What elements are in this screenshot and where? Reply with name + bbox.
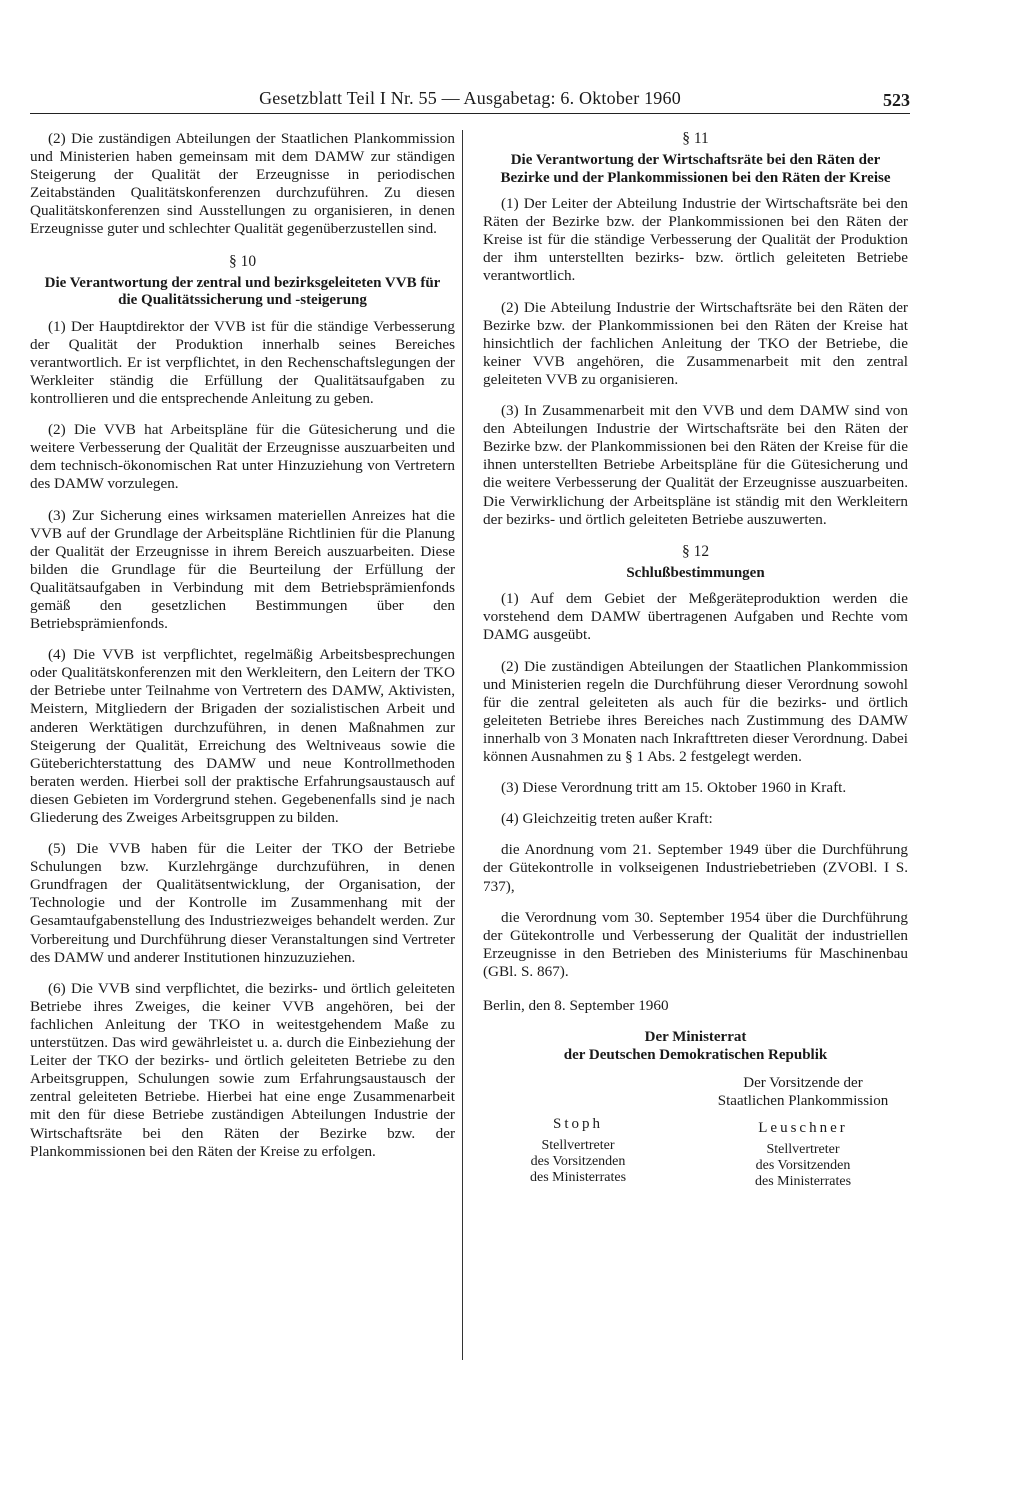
section-11-number: § 11 <box>682 130 709 147</box>
paragraph-11-2: (2) Die Abteilung Industrie der Wirtschaftsräte bei den Räten der Bezirke bzw. der Plankommissionen bei den Räten der Kreise hat hinsichtlich der fachlichen Anleitung der TKO der Betriebe, die keiner VVB angehören, die Zusammenarbeit mit den zentral geleiteten VVB zu organisieren. <box>483 298 908 388</box>
signatory-title-right-1: Stellvertreter <box>766 1142 840 1158</box>
section-12-title: Schlußbestimmungen <box>626 564 765 581</box>
header-rule <box>30 113 910 114</box>
signatory-title-left-1: Stellvertreter <box>541 1138 615 1154</box>
section-12-number: § 12 <box>681 542 710 560</box>
paragraph-11-3: (3) In Zusammenarbeit mit den VVB und dem DAMW sind von den Abteilungen Industrie der Wirtschaftsräte bei den Räten der Bezirke bzw. der Plankommissionen bei den Räten der Kreise für die ihnen unterstellten Betriebe Arbeitspläne für die Gütesicherung und die weitere Verbesserung der Qualität der Erzeugnisse auszuarbeiten. Die Verwirklichung der Arbeitspläne ist ständig mit den Werkleitern der bezirks- und örtlich geleiteten Betriebe auszuwerten. <box>483 402 908 528</box>
date-place-line: Berlin, den 8. September 1960 <box>483 996 669 1014</box>
paragraph-9-2: (2) Die zuständigen Abteilungen der Staatlichen Plankommission und Ministerien haben gemeinsam mit dem DAMW zur ständigen Steigerung der Qualität der Erzeugnisse in periodischen Zeitabständen Qualitätskonferenzen durchzuführen. Zu diesen Qualitätskonferenzen sind Ausstellungen zu organisieren, in denen Erzeugnisse guter und schlechter Qualität gegenüberzustellen sind. <box>30 130 455 238</box>
signatory-role-right <box>693 1074 913 1110</box>
signing-body-line-1: Der Ministerrat <box>644 1029 747 1046</box>
signatory-title-right-2: des Vorsitzenden <box>755 1158 851 1174</box>
paragraph-10-4: (4) Die VVB ist verpflichtet, regelmäßig Arbeitsbesprechungen oder Qualitätskonferenzen mit den Werkleitern, den Leitern der TKO der Betriebe unter Teilnahme von Vertretern des DAMW, Aktivisten, Meistern, Mitgliedern der Brigaden der sozialistischen Arbeit und anderen Werktätigen durchzuführen, in denen Maßnahmen zur Steigerung der Qualität, Erreichung des Weltniveaus sowie die Güteberichterstattung des DAMW und neue Kontrollmethoden beraten werden. Hierbei soll der praktische Erfahrungsaustausch auf diesen Gebieten im Vordergrund stehen. Gegebenenfalls sind je nach Gliederung des Zweiges Arbeitsgruppen zu bilden. <box>30 646 455 826</box>
paragraph-12-1: (1) Auf dem Gebiet der Meßgeräteproduktion werden die vorstehend dem DAMW übertragenen Aufgaben und Rechte vom DAMG ausgeübt. <box>483 590 908 644</box>
signatory-title-left-3: des Ministerrates <box>529 1170 627 1186</box>
signature-right <box>693 1074 913 1190</box>
paragraph-10-5: (5) Die VVB haben für die Leiter der TKO der Betriebe Schulungen bzw. Kurzlehrgänge durchzuführen, in denen Grundfragen der Qualitätsentwicklung, der Organisation, der Technologie und der Kontrolle im Zusammenhang mit der Gesamtaufgabenstellung des Industriezweiges behandelt werden. Zur Vorbereitung und Durchführung dieser Veranstaltungen sind Vertreter des DAMW und anderer Institutionen hinzuzuziehen. <box>30 840 455 966</box>
paragraph-10-3: (3) Zur Sicherung eines wirksamen materiellen Anreizes hat die VVB auf der Grundlage der Arbeitspläne Richtlinien für die Planung der Qualität der Erzeugnisse in ihrem Bereich auszuarbeiten. Diese bilden die Grundlage für die Beurteilung der Erfüllung der Qualitätsaufgaben in Verbindung mit dem Betriebsprämienfonds gemäß den gesetzlichen Bestimmungen über den Betriebsprämienfonds. <box>30 506 455 633</box>
right-column <box>483 130 908 1190</box>
section-11-title: Die Verantwortung der Wirtschaftsräte bei den Räten der Bezirke und der Plankommissionen bei den Räten der Kreise <box>500 152 891 186</box>
paragraph-12-3: (3) Diese Verordnung tritt am 15. Oktober 1960 in Kraft. <box>501 779 847 797</box>
section-10-title: Die Verantwortung der zentral und bezirksgeleiteten VVB für die Qualitätssicherung und -steigerung <box>44 274 441 309</box>
paragraph-10-1: (1) Der Hauptdirektor der VVB ist für die ständige Verbesserung der Qualität der Produktion innerhalb seines Bereiches verantwortlich. Er ist verpflichtet, in den Rechenschaftslegungen der Werkleiter ständig die Erfüllung der Qualitätsaufgaben zu kontrollieren und die entsprechende Anleitung zu geben. <box>30 317 455 408</box>
signatory-name-right: Leuschner <box>758 1120 848 1137</box>
signatory-role-right-1: Der Vorsitzende der <box>743 1075 863 1092</box>
signatory-name-left: Stoph <box>552 1116 603 1133</box>
page-number: 523 <box>883 90 910 110</box>
page-header <box>30 88 910 114</box>
signing-body-line-2: der Deutschen Demokratischen Republik <box>563 1047 828 1064</box>
header-title: Gesetzblatt Teil I Nr. 55 — Ausgabetag: 6. Oktober 1960 <box>259 88 681 108</box>
paragraph-12-4a: die Anordnung vom 21. September 1949 über die Durchführung der Gütekontrolle in volkseigenen Industriebetrieben (ZVOBl. I S. 737), <box>483 841 908 895</box>
paragraph-10-6: (6) Die VVB sind verpflichtet, die bezirks- und örtlich geleiteten Betriebe ihres Zweiges, die keiner VVB angehören, bei der fachlichen Anleitung der TKO in weitestgehendem Maße zu unterstützen. Das wird gewährleistet u. a. durch die Einbeziehung der Leiter der TKO der bezirks- und örtlich geleiteten Betriebe zu den Arbeitsgruppen, Schulungen sowie zum Erfahrungsaustausch der zentral geleiteten Betriebe. Hierbei hat eine enge Zusammenarbeit mit den für diese Betriebe zuständigen Abteilungen Industrie der Wirtschaftsräte bei den Räten der Bezirke bzw. der Plankommissionen bei den Räten der Kreise zu erfolgen. <box>30 979 455 1160</box>
paragraph-12-4: (4) Gleichzeitig treten außer Kraft: <box>501 810 713 828</box>
paragraph-12-4b: die Verordnung vom 30. September 1954 über die Durchführung der Gütekontrolle und Verbesserung der Qualität der industriellen Erzeugnisse in den Betrieben des Ministeriums für Maschinenbau (GBl. S. 867). <box>483 908 908 980</box>
paragraph-12-2: (2) Die zuständigen Abteilungen der Staatlichen Plankommission und Ministerien regeln die Durchführung dieser Verordnung sowohl für die zentral geleiteten als auch für die bezirks- und örtlich geleiteten Betriebe ihres Bereiches nach Zustimmung des DAMW innerhalb von 3 Monaten nach Inkrafttreten dieser Verordnung. Dabei können Ausnahmen zu § 1 Abs. 2 festgelegt werden. <box>483 657 908 766</box>
signing-body <box>483 1028 908 1064</box>
signatory-title-left-2: des Vorsitzenden <box>530 1154 626 1170</box>
section-10-number: § 10 <box>228 252 257 270</box>
left-column <box>30 130 455 1174</box>
signature-row <box>483 1074 908 1190</box>
paragraph-10-2: (2) Die VVB hat Arbeitspläne für die Gütesicherung und die weitere Verbesserung der Qualität der Erzeugnisse auszuarbeiten und dem technisch-ökonomischen Rat unter Hinzuziehung von Vertretern des DAMW vorzulegen. <box>30 421 455 493</box>
column-divider <box>462 130 463 1360</box>
signature-left <box>503 1116 653 1186</box>
signatory-title-right-3: des Ministerrates <box>754 1174 852 1190</box>
signatory-role-right-2: Staatlichen Plankommission <box>717 1093 889 1110</box>
paragraph-11-1: (1) Der Leiter der Abteilung Industrie der Wirtschaftsräte bei den Räten der Bezirke bzw. der Plankommissionen bei den Räten der Kreise ist für die ständige Verbesserung der Qualität der Produktion der ihm unterstellten bezirks- bzw. örtlich geleiteten Betriebe verantwortlich. <box>483 195 908 285</box>
